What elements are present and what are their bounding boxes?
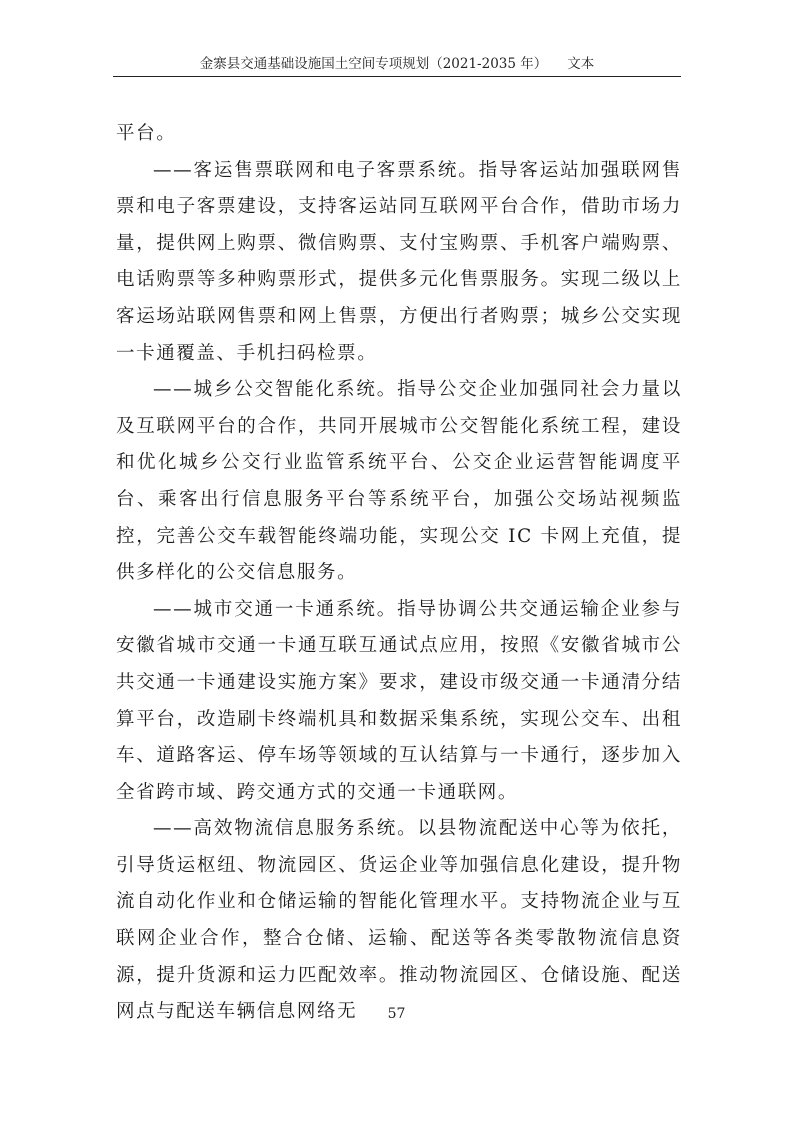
paragraph-logistics-info-system: ——高效物流信息服务系统。以县物流配送中心等为依托，引导货运枢纽、物流园区、货运企业等加强信息化建设，提升物流自动化作业和仓储运输的智能化管理水平。支持物流企业与互联网企业合作，整合仓储、运输、配送等各类零散物流信息资源，提升货源和运力匹配效率。推动物流园区、仓储设施、配送网点与配送车辆信息网络无 — [116, 818, 682, 1023]
header-rule — [113, 76, 681, 77]
header-title: 金寨县交通基础设施国土空间专项规划（2021-2035 年） — [199, 56, 548, 72]
header-section: 文本 — [567, 56, 595, 72]
paragraph-bus-intelligence-system: ——城乡公交智能化系统。指导公交企业加强同社会力量以及互联网平台的合作，共同开展城市公交智能化系统工程，建设和优化城乡公交行业监管系统平台、公交企业运营智能调度平台、乘客出行信息服务平台等系统平台，加强公交场站视频监控，完善公交车载智能终端功能，实现公交 IC 卡网上充值，提供多样化的公交信息服务。 — [116, 379, 682, 584]
paragraph-transit-card-system: ——城市交通一卡通系统。指导协调公共交通运输企业参与安徽省城市交通一卡通互联互通试点应用，按照《安徽省城市公共交通一卡通建设实施方案》要求，建设市级交通一卡通清分结算平台，改造刷卡终端机具和数据采集系统，实现公交车、出租车、道路客运、停车场等领域的互认结算与一卡通行，逐步加入全省跨市域、跨交通方式的交通一卡通联网。 — [116, 598, 682, 803]
page-header — [113, 54, 681, 74]
paragraph-continuation: 平台。 — [116, 123, 177, 144]
body-text — [116, 116, 682, 1031]
paragraph-ticketing-system: ——客运售票联网和电子客票系统。指导客运站加强联网售票和电子客票建设，支持客运站同互联网平台合作，借助市场力量，提供网上购票、微信购票、支付宝购票、手机客户端购票、电话购票等多种购票形式，提供多元化售票服务。实现二级以上客运场站联网售票和网上售票，方便出行者购票；城乡公交实现一卡通覆盖、手机扫码检票。 — [116, 159, 682, 364]
page-number: 57 — [387, 1006, 406, 1022]
